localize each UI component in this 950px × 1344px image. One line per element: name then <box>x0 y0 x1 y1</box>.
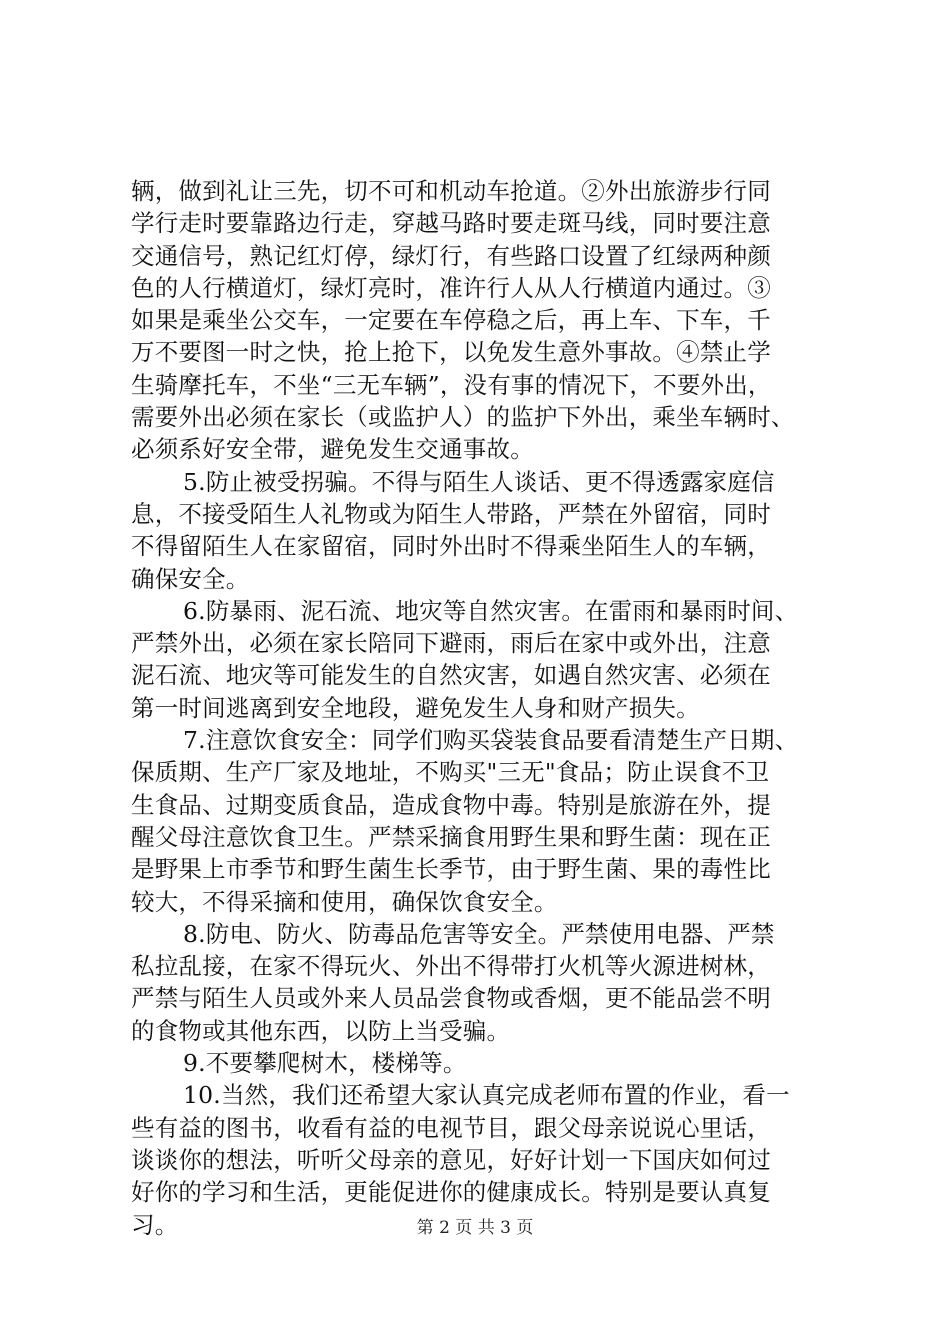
text-line: 保质期、生产厂家及地址，不购买"三无"食品；防止误食不卫 <box>131 758 770 787</box>
text-line: 确保安全。 <box>131 564 250 593</box>
paragraph-start-line: 10.当然，我们还希望大家认真完成老师布置的作业，看一 <box>183 1081 790 1110</box>
text-line: 好你的学习和生活，更能促进你的健康成长。特别是要认真复 <box>131 1178 771 1207</box>
text-line: 是野果上市季节和野生菌生长季节，由于野生菌、果的毒性比 <box>131 855 771 884</box>
text-line: 第一时间逃离到安全地段，避免发生人身和财产损失。 <box>131 693 700 722</box>
text-line: 生食品、过期变质食品，造成食物中毒。特别是旅游在外，提 <box>131 790 771 819</box>
text-line: 辆，做到礼让三先，切不可和机动车抢道。②外出旅游步行同 <box>131 177 771 205</box>
paragraph-start-line: 6.防暴雨、泥石流、地灾等自然灾害。在雷雨和暴雨时间、 <box>183 596 799 625</box>
paragraph-start-line: 5.防止被受拐骗。不得与陌生人谈话、更不得透露家庭信 <box>183 467 775 496</box>
text-line: 习。 <box>131 1210 179 1239</box>
text-line: 些有益的图书，收看有益的电视节目，跟父母亲说说心里话， <box>131 1113 771 1142</box>
text-line: 较大，不得采摘和使用，确保饮食安全。 <box>131 887 558 916</box>
text-line: 严禁与陌生人员或外来人员品尝食物或香烟，更不能品尝不明 <box>131 984 771 1013</box>
text-line: 不得留陌生人在家留宿，同时外出时不得乘坐陌生人的车辆， <box>131 532 771 561</box>
text-line: 私拉乱接，在家不得玩火、外出不得带打火机等火源进树林， <box>131 952 771 981</box>
text-line: 醒父母注意饮食卫生。严禁采摘食用野生果和野生菌：现在正 <box>131 822 771 851</box>
text-line: 生骑摩托车，不坐“三无车辆”，没有事的情况下，不要外出， <box>131 370 772 399</box>
page-footer: 第 2 页 共 3 页 <box>416 1218 534 1238</box>
text-line: 如果是乘坐公交车，一定要在车停稳之后，再上车、下车，千 <box>131 306 771 335</box>
text-line: 的食物或其他东西，以防上当受骗。 <box>131 1016 511 1045</box>
text-line: 学行走时要靠路边行走，穿越马路时要走斑马线，同时要注意 <box>131 209 771 238</box>
document-body <box>131 175 836 1241</box>
text-line: 需要外出必须在家长（或监护人）的监护下外出，乘坐车辆时、 <box>131 403 795 432</box>
text-line: 严禁外出，必须在家长陪同下避雨，雨后在家中或外出，注意 <box>131 629 771 658</box>
text-line: 泥石流、地灾等可能发生的自然灾害，如遇自然灾害、必须在 <box>131 661 771 690</box>
text-line: 息，不接受陌生人礼物或为陌生人带路，严禁在外留宿，同时 <box>131 499 771 528</box>
text-line: 交通信号，熟记红灯停，绿灯行，有些路口设置了红绿两种颜 <box>131 241 771 270</box>
text-line: 必须系好安全带，避免发生交通事故。 <box>131 435 534 464</box>
paragraph-start-line: 9.不要攀爬树木，楼梯等。 <box>183 1049 467 1078</box>
paragraph-start-line: 7.注意饮食安全：同学们购买袋装食品要看清楚生产日期、 <box>183 726 799 755</box>
text-line: 色的人行横道灯，绿灯亮时，准许行人从人行横道内通过。③ <box>131 273 771 302</box>
text-line: 谈谈你的想法，听听父母亲的意见，好好计划一下国庆如何过 <box>131 1145 771 1174</box>
text-line: 万不要图一时之快，抢上抢下，以免发生意外事故。④禁止学 <box>131 338 771 367</box>
paragraph-start-line: 8.防电、防火、防毒品危害等安全。严禁使用电器、严禁 <box>183 919 775 948</box>
